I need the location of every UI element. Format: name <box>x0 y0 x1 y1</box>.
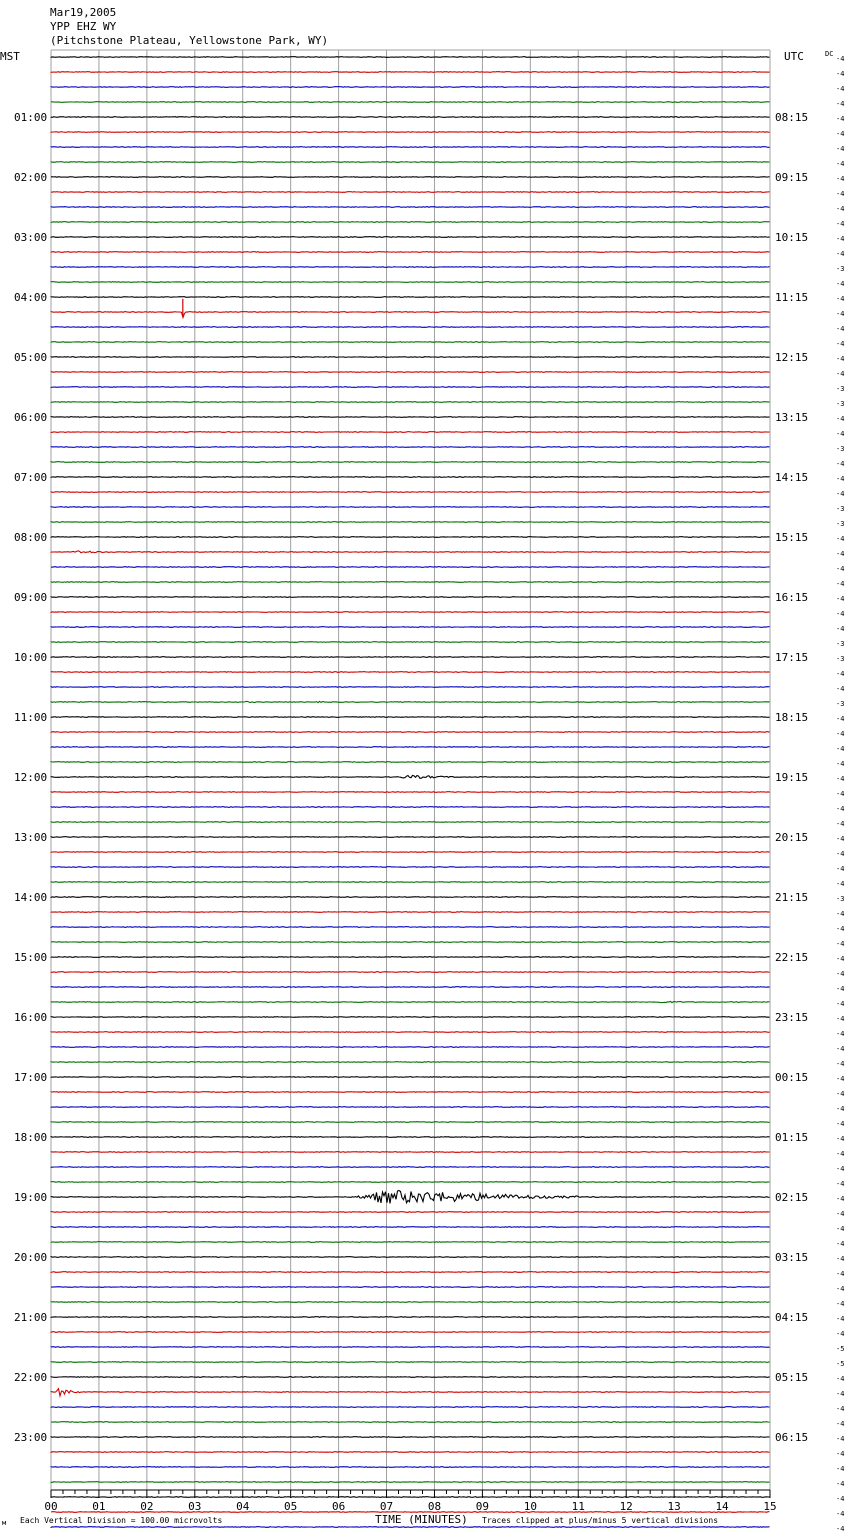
trace-row-83 <box>51 1302 770 1303</box>
dc-offset-label: -4 <box>836 145 845 153</box>
trace-row-61 <box>51 972 770 973</box>
hour-label-utc: 16:15 <box>775 591 809 604</box>
dc-offset-label: -5 <box>836 1360 845 1368</box>
dc-offset-label: -4 <box>836 685 845 693</box>
dc-offset-label: -4 <box>836 325 845 333</box>
dc-offset-label: -4 <box>836 1210 845 1218</box>
x-tick-label: 12 <box>619 1500 633 1513</box>
trace-row-81 <box>51 1272 770 1273</box>
trace-row-69 <box>51 1092 770 1093</box>
dc-offset-label: -4 <box>836 595 845 603</box>
dc-offset-label: -4 <box>836 1525 845 1533</box>
row-labels <box>14 55 844 1534</box>
trace-row-1 <box>51 72 770 73</box>
x-tick-label: 15 <box>763 1500 777 1513</box>
trace-row-49 <box>51 792 770 793</box>
dc-offset-label: -4 <box>836 850 845 858</box>
hour-label-utc: 17:15 <box>775 651 809 664</box>
hour-label-mst: 19:00 <box>14 1191 48 1204</box>
dc-offset-label: -4 <box>836 535 845 543</box>
x-tick-label: 11 <box>571 1500 585 1513</box>
trace-row-88 <box>51 1377 770 1378</box>
trace-row-73 <box>51 1152 770 1153</box>
x-tick-label: 05 <box>284 1500 298 1513</box>
dc-offset-label: -4 <box>836 340 845 348</box>
trace-row-90 <box>51 1407 770 1408</box>
location-label: (Pitchstone Plateau, Yellowstone Park, WY) <box>50 34 329 47</box>
clip-note: Traces clipped at plus/minus 5 vertical divisions <box>482 1516 719 1525</box>
dc-offset-label: -4 <box>836 910 845 918</box>
trace-row-11 <box>51 222 770 223</box>
dc-offset-label: -4 <box>836 1270 845 1278</box>
hour-label-mst: 15:00 <box>14 951 48 964</box>
trace-row-87 <box>51 1362 770 1363</box>
dc-offset-label: -3 <box>836 520 845 528</box>
dc-offset-label: -4 <box>836 580 845 588</box>
hour-label-mst: 09:00 <box>14 591 48 604</box>
dc-offset-label: -4 <box>836 865 845 873</box>
trace-row-37 <box>51 612 770 613</box>
dc-offset-label: -4 <box>836 415 845 423</box>
dc-offset-label: -4 <box>836 760 845 768</box>
dc-offset-label: -4 <box>836 130 845 138</box>
dc-offset-label: -4 <box>836 1195 845 1203</box>
dc-offset-label: -4 <box>836 1240 845 1248</box>
dc-offset-label: -4 <box>836 820 845 828</box>
dc-offset-label: -4 <box>836 805 845 813</box>
trace-row-48 <box>51 775 770 778</box>
dc-offset-label: -4 <box>836 1480 845 1488</box>
trace-row-89 <box>51 1389 770 1396</box>
x-tick-label: 10 <box>523 1500 537 1513</box>
hour-label-utc: 12:15 <box>775 351 809 364</box>
traces <box>51 57 770 1534</box>
hour-label-utc: 06:15 <box>775 1431 809 1444</box>
trace-row-55 <box>51 882 770 883</box>
trace-row-53 <box>51 852 770 853</box>
trace-row-40 <box>51 657 770 658</box>
trace-row-71 <box>51 1122 770 1123</box>
trace-row-29 <box>51 492 770 493</box>
dc-offset-label: -4 <box>836 1285 845 1293</box>
dc-offset-label: -4 <box>836 70 845 78</box>
trace-row-85 <box>51 1332 770 1333</box>
dc-offset-label: -4 <box>836 625 845 633</box>
trace-row-74 <box>51 1167 770 1168</box>
dc-offset-label: -4 <box>836 1465 845 1473</box>
trace-row-57 <box>51 912 770 913</box>
trace-row-9 <box>51 192 770 193</box>
trace-row-59 <box>51 942 770 943</box>
dc-offset-label: -4 <box>836 190 845 198</box>
mst-label: MST <box>0 50 20 63</box>
dc-offset-label: -4 <box>836 1015 845 1023</box>
x-tick-label: 01 <box>92 1500 106 1513</box>
trace-row-14 <box>51 267 770 268</box>
hour-label-utc: 19:15 <box>775 771 809 784</box>
trace-row-21 <box>51 372 770 373</box>
trace-row-34 <box>51 567 770 568</box>
hour-label-utc: 15:15 <box>775 531 809 544</box>
trace-row-42 <box>51 687 770 688</box>
dc-offset-label: -3 <box>836 700 845 708</box>
hour-label-mst: 23:00 <box>14 1431 48 1444</box>
dc-offset-label: -4 <box>836 565 845 573</box>
station-label: YPP EHZ WY <box>50 20 117 33</box>
hour-label-utc: 10:15 <box>775 231 809 244</box>
dc-offset-label: -4 <box>836 220 845 228</box>
date-label: Mar19,2005 <box>50 6 117 19</box>
trace-row-70 <box>51 1107 770 1108</box>
footer-mark: м <box>2 1519 7 1527</box>
trace-row-66 <box>51 1047 770 1048</box>
trace-row-82 <box>51 1287 770 1288</box>
dc-offset-label: -4 <box>836 310 845 318</box>
hour-label-utc: 21:15 <box>775 891 809 904</box>
trace-row-41 <box>51 672 770 673</box>
hour-label-mst: 21:00 <box>14 1311 48 1324</box>
trace-row-91 <box>51 1422 770 1423</box>
trace-row-33 <box>51 551 770 553</box>
trace-row-30 <box>51 507 770 508</box>
trace-row-68 <box>51 1077 770 1078</box>
trace-row-93 <box>51 1452 770 1453</box>
trace-row-94 <box>51 1467 770 1468</box>
x-tick-label: 06 <box>331 1500 346 1513</box>
trace-row-96 <box>51 1497 770 1498</box>
x-tick-label: 04 <box>236 1500 250 1513</box>
dc-offset-label: -4 <box>836 100 845 108</box>
dc-offset-label: -4 <box>836 475 845 483</box>
trace-row-27 <box>51 462 770 463</box>
dc-label: DC <box>825 50 834 58</box>
grid <box>51 50 770 1490</box>
x-axis <box>44 1490 776 1513</box>
dc-offset-label: -4 <box>836 1255 845 1263</box>
hour-label-utc: 08:15 <box>775 111 809 124</box>
dc-offset-label: -4 <box>836 295 845 303</box>
hour-label-mst: 07:00 <box>14 471 48 484</box>
scale-note: Each Vertical Division = 100.00 microvolts <box>20 1516 223 1525</box>
trace-row-76 <box>51 1191 770 1204</box>
trace-row-50 <box>51 807 770 808</box>
trace-row-7 <box>51 162 770 163</box>
dc-offset-label: -4 <box>836 85 845 93</box>
trace-row-45 <box>51 732 770 733</box>
trace-row-0 <box>51 57 770 58</box>
hour-label-mst: 04:00 <box>14 291 48 304</box>
dc-offset-label: -4 <box>836 1390 845 1398</box>
hour-label-mst: 16:00 <box>14 1011 48 1024</box>
dc-offset-label: -4 <box>836 355 845 363</box>
hour-label-mst: 12:00 <box>14 771 48 784</box>
trace-row-80 <box>51 1257 770 1258</box>
dc-offset-label: -4 <box>836 1435 845 1443</box>
dc-offset-label: -4 <box>836 775 845 783</box>
dc-offset-label: -4 <box>836 1450 845 1458</box>
hour-label-mst: 20:00 <box>14 1251 48 1264</box>
hour-label-utc: 02:15 <box>775 1191 809 1204</box>
trace-row-92 <box>51 1437 770 1438</box>
trace-row-2 <box>51 87 770 88</box>
trace-row-63 <box>51 1001 770 1002</box>
trace-row-62 <box>51 987 770 988</box>
dc-offset-label: -4 <box>836 1150 845 1158</box>
trace-row-22 <box>51 387 770 388</box>
trace-row-20 <box>51 357 770 358</box>
trace-row-78 <box>51 1227 770 1228</box>
dc-offset-label: -4 <box>836 490 845 498</box>
trace-row-58 <box>51 927 770 928</box>
x-tick-label: 14 <box>715 1500 729 1513</box>
dc-offset-label: -5 <box>836 1345 845 1353</box>
dc-offset-label: -4 <box>836 160 845 168</box>
trace-row-8 <box>51 177 770 178</box>
hour-label-utc: 00:15 <box>775 1071 809 1084</box>
trace-row-23 <box>51 402 770 403</box>
dc-offset-label: -4 <box>836 1225 845 1233</box>
x-tick-label: 00 <box>44 1500 58 1513</box>
dc-offset-label: -4 <box>836 1315 845 1323</box>
trace-row-28 <box>51 477 770 478</box>
dc-offset-label: -4 <box>836 235 845 243</box>
x-axis-title: TIME (MINUTES) <box>375 1513 468 1526</box>
trace-row-38 <box>51 627 770 628</box>
dc-offset-label: -3 <box>836 400 845 408</box>
trace-row-95 <box>51 1482 770 1483</box>
x-tick-label: 02 <box>140 1500 154 1513</box>
trace-row-86 <box>51 1347 770 1348</box>
dc-offset-label: -4 <box>836 250 845 258</box>
dc-offset-label: -4 <box>836 370 845 378</box>
x-tick-label: 13 <box>667 1500 681 1513</box>
hour-label-utc: 13:15 <box>775 411 809 424</box>
dc-offset-label: -4 <box>836 1045 845 1053</box>
trace-row-79 <box>51 1242 770 1243</box>
dc-offset-label: -3 <box>836 385 845 393</box>
trace-row-67 <box>51 1062 770 1063</box>
hour-label-mst: 10:00 <box>14 651 48 664</box>
dc-offset-label: -3 <box>836 505 845 513</box>
trace-row-17 <box>51 312 770 318</box>
hour-label-mst: 01:00 <box>14 111 48 124</box>
x-tick-label: 03 <box>188 1500 202 1513</box>
trace-row-84 <box>51 1317 770 1318</box>
dc-offset-label: -4 <box>836 940 845 948</box>
dc-offset-label: -4 <box>836 880 845 888</box>
dc-offset-label: -4 <box>836 1375 845 1383</box>
trace-row-16 <box>51 297 770 298</box>
dc-offset-label: -3 <box>836 445 845 453</box>
trace-row-24 <box>51 417 770 418</box>
dc-offset-label: -4 <box>836 430 845 438</box>
x-tick-label: 09 <box>475 1500 490 1513</box>
dc-offset-label: -4 <box>836 1030 845 1038</box>
trace-row-60 <box>51 957 770 958</box>
dc-offset-label: -4 <box>836 1135 845 1143</box>
x-tick-label: 07 <box>379 1500 394 1513</box>
trace-row-51 <box>51 822 770 823</box>
trace-row-35 <box>51 582 770 583</box>
trace-row-39 <box>51 642 770 643</box>
trace-row-46 <box>51 747 770 748</box>
trace-row-6 <box>51 147 770 148</box>
trace-row-54 <box>51 867 770 868</box>
trace-row-18 <box>51 327 770 328</box>
dc-offset-label: -4 <box>836 1180 845 1188</box>
dc-offset-label: -4 <box>836 1060 845 1068</box>
dc-offset-label: -4 <box>836 1090 845 1098</box>
hour-label-utc: 09:15 <box>775 171 809 184</box>
trace-row-47 <box>51 762 770 763</box>
dc-offset-label: -3 <box>836 655 845 663</box>
dc-offset-label: -4 <box>836 925 845 933</box>
dc-offset-label: -4 <box>836 1120 845 1128</box>
utc-label: UTC <box>784 50 804 63</box>
hour-label-mst: 17:00 <box>14 1071 48 1084</box>
dc-offset-label: -4 <box>836 175 845 183</box>
hour-label-utc: 18:15 <box>775 711 809 724</box>
hour-label-mst: 05:00 <box>14 351 48 364</box>
trace-row-25 <box>51 432 770 433</box>
dc-offset-label: -4 <box>836 835 845 843</box>
dc-offset-label: -4 <box>836 1510 845 1518</box>
hour-label-utc: 04:15 <box>775 1311 809 1324</box>
dc-offset-label: -4 <box>836 1165 845 1173</box>
hour-label-mst: 06:00 <box>14 411 48 424</box>
dc-offset-label: -4 <box>836 985 845 993</box>
trace-row-4 <box>51 117 770 118</box>
hour-label-mst: 14:00 <box>14 891 48 904</box>
dc-offset-label: -4 <box>836 1495 845 1503</box>
trace-row-56 <box>51 897 770 898</box>
hour-label-utc: 01:15 <box>775 1131 809 1144</box>
dc-offset-label: -4 <box>836 1105 845 1113</box>
x-tick-label: 08 <box>427 1500 442 1513</box>
hour-label-utc: 11:15 <box>775 291 809 304</box>
hour-label-mst: 03:00 <box>14 231 48 244</box>
hour-label-utc: 22:15 <box>775 951 809 964</box>
dc-offset-label: -3 <box>836 265 845 273</box>
dc-offset-label: -4 <box>836 970 845 978</box>
hour-label-mst: 02:00 <box>14 171 48 184</box>
dc-offset-label: -4 <box>836 550 845 558</box>
dc-offset-label: -4 <box>836 280 845 288</box>
dc-offset-label: -4 <box>836 745 845 753</box>
trace-row-77 <box>51 1212 770 1213</box>
hour-label-mst: 13:00 <box>14 831 48 844</box>
trace-row-3 <box>51 102 770 103</box>
dc-offset-label: -4 <box>836 730 845 738</box>
dc-offset-label: -4 <box>836 115 845 123</box>
trace-row-31 <box>51 522 770 523</box>
hour-label-mst: 22:00 <box>14 1371 48 1384</box>
dc-offset-label: -4 <box>836 1000 845 1008</box>
trace-row-15 <box>51 282 770 283</box>
dc-offset-label: -3 <box>836 895 845 903</box>
dc-offset-label: -4 <box>836 1330 845 1338</box>
dc-offset-label: -4 <box>836 955 845 963</box>
dc-offset-label: -4 <box>836 1405 845 1413</box>
trace-row-26 <box>51 447 770 448</box>
trace-row-13 <box>51 252 770 253</box>
trace-row-36 <box>51 597 770 598</box>
trace-row-98 <box>51 1527 770 1528</box>
dc-offset-label: -4 <box>836 670 845 678</box>
trace-row-65 <box>51 1032 770 1033</box>
dc-offset-label: -4 <box>836 1075 845 1083</box>
trace-row-12 <box>51 237 770 238</box>
hour-label-mst: 18:00 <box>14 1131 48 1144</box>
hour-label-utc: 05:15 <box>775 1371 809 1384</box>
trace-row-43 <box>51 701 770 702</box>
trace-row-44 <box>51 717 770 718</box>
dc-offset-label: -4 <box>836 1420 845 1428</box>
dc-offset-label: -4 <box>836 610 845 618</box>
trace-row-52 <box>51 837 770 838</box>
dc-offset-label: -4 <box>836 790 845 798</box>
trace-row-19 <box>51 342 770 343</box>
trace-row-72 <box>51 1137 770 1138</box>
trace-row-64 <box>51 1017 770 1018</box>
hour-label-mst: 08:00 <box>14 531 48 544</box>
trace-row-10 <box>51 207 770 208</box>
hour-label-utc: 14:15 <box>775 471 809 484</box>
dc-offset-label: -4 <box>836 460 845 468</box>
dc-offset-label: -4 <box>836 55 845 63</box>
hour-label-mst: 11:00 <box>14 711 48 724</box>
trace-row-75 <box>51 1182 770 1183</box>
dc-offset-label: -4 <box>836 1300 845 1308</box>
hour-label-utc: 20:15 <box>775 831 809 844</box>
hour-label-utc: 03:15 <box>775 1251 809 1264</box>
dc-offset-label: -3 <box>836 640 845 648</box>
dc-offset-label: -4 <box>836 205 845 213</box>
trace-row-5 <box>51 132 770 133</box>
trace-row-32 <box>51 537 770 538</box>
dc-offset-label: -4 <box>836 715 845 723</box>
hour-label-utc: 23:15 <box>775 1011 809 1024</box>
